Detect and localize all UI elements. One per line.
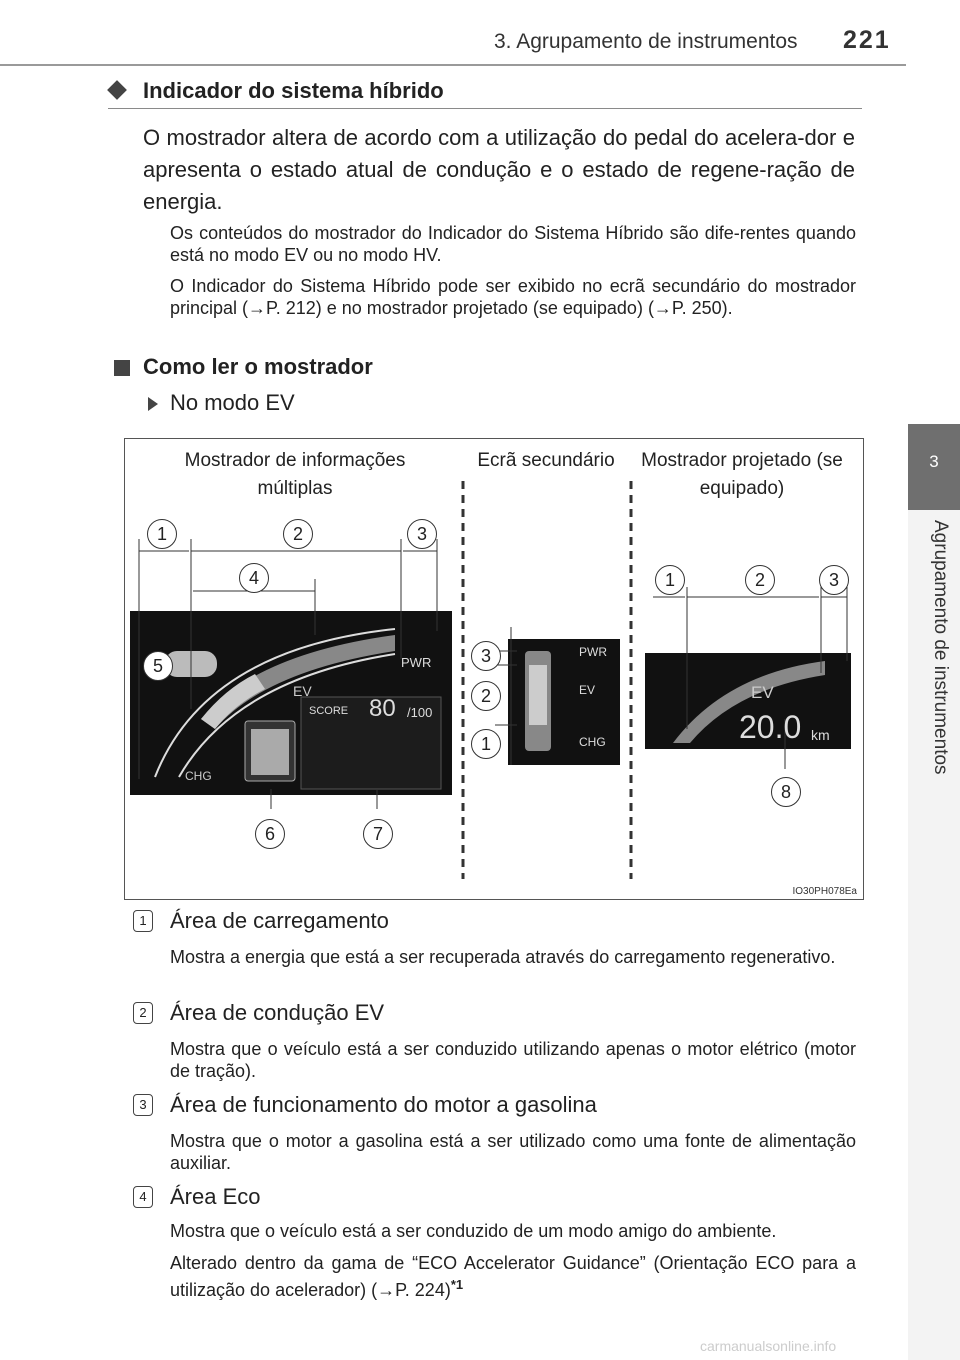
item-3-title: Área de funcionamento do motor a gasolina (170, 1092, 597, 1117)
display-score-max: /100 (407, 705, 433, 720)
chapter-title: 3. Agrupamento de instrumentos (494, 30, 798, 53)
page-number: 221 (843, 26, 891, 54)
hybrid-indicator-figure (124, 438, 864, 900)
item-1-desc: Mostra a energia que está a ser recuperada através do carregamento regenerativo. (170, 947, 836, 967)
caption-head-up-display: Mostrador projetado (se equipado) (641, 450, 843, 499)
callout-3: 3 (407, 519, 437, 549)
callout-1: 1 (147, 519, 177, 549)
display-chg-label: CHG (185, 769, 212, 783)
header-rule (0, 64, 906, 66)
sub-callout-3: 3 (471, 641, 501, 671)
item-1-number: 1 (133, 910, 153, 932)
item-3-desc: Mostra que o motor a gasolina está a ser utilizado como uma fonte de alimentação auxiliar. (170, 1131, 856, 1173)
footnote-marker: *1 (450, 1277, 464, 1292)
mode-label: No modo EV (170, 390, 295, 415)
page-header (0, 0, 960, 70)
hud-ev-label: EV (751, 683, 774, 702)
note-paragraph-2: O Indicador do Sistema Híbrido pode ser exibido no ecrã secundário do mostrador principal (→P. 212) e no mostrador projetado (se equipado) (→P. 250). (170, 276, 856, 318)
hud-distance-unit: km (811, 727, 830, 743)
triangle-bullet-icon (148, 397, 158, 411)
callout-8: 8 (771, 777, 801, 807)
figure-illustration (125, 439, 863, 899)
callout-6: 6 (255, 819, 285, 849)
chapter-tab[interactable] (908, 424, 960, 510)
item-4-number: 4 (133, 1186, 153, 1208)
chapter-tab-number: 3 (929, 452, 939, 471)
section-title: Indicador do sistema híbrido (143, 78, 444, 103)
item-2-number: 2 (133, 1002, 153, 1024)
sub-callout-1: 1 (471, 729, 501, 759)
sub-callout-2: 2 (471, 681, 501, 711)
hud-callout-3: 3 (819, 565, 849, 595)
item-3-number: 3 (133, 1094, 153, 1116)
watermark: carmanualsonline.info (700, 1338, 837, 1354)
hud-callout-1: 1 (655, 565, 685, 595)
callout-2: 2 (283, 519, 313, 549)
display-score-label: SCORE (309, 705, 349, 717)
display-pwr-label: PWR (401, 655, 432, 670)
item-4-desc-2 (170, 1252, 856, 1301)
item-4-desc-2-text: Alterado dentro da gama de “ECO Accelerator Guidance” (Orientação ECO para a utilização do acelerador) (→P. 224) (170, 1253, 856, 1300)
subsection-title: Como ler o mostrador (143, 354, 373, 379)
figure-code: IO30PH078Ea (792, 886, 857, 897)
item-2-title: Área de condução EV (170, 1000, 385, 1025)
display-ev-label: EV (293, 683, 312, 699)
display-score-value: 80 (369, 695, 396, 722)
lead-paragraph: O mostrador altera de acordo com a utilização do pedal do acelera-dor e apresenta o estado atual de condução e o estado de regene-ração de energia. (143, 125, 855, 214)
callout-5: 5 (143, 651, 173, 681)
sub-pwr-label: PWR (579, 645, 607, 659)
section-rule (108, 108, 862, 109)
callout-7: 7 (363, 819, 393, 849)
item-1-title: Área de carregamento (170, 908, 389, 933)
item-2-desc: Mostra que o veículo está a ser conduzido utilizando apenas o motor elétrico (motor de tração). (170, 1039, 856, 1081)
callout-4: 4 (239, 563, 269, 593)
note-paragraph-1: Os conteúdos do mostrador do Indicador do Sistema Híbrido são dife-rentes quando está no modo EV ou no modo HV. (170, 223, 856, 265)
caption-multi-info-display: Mostrador de informações múltiplas (184, 450, 406, 499)
square-bullet-icon (114, 360, 130, 376)
item-4-desc: Mostra que o veículo está a ser conduzido de um modo amigo do ambiente. (170, 1221, 777, 1241)
hud-distance-value: 20.0 (739, 709, 802, 745)
diamond-icon (107, 80, 127, 100)
sub-ev-label: EV (579, 683, 596, 697)
caption-sub-screen: Ecrã secundário (477, 450, 615, 471)
hud-callout-2: 2 (745, 565, 775, 595)
chapter-tab-label: Agrupamento de instrumentos (930, 520, 951, 775)
item-4-title: Área Eco (170, 1184, 261, 1209)
sub-chg-label: CHG (579, 735, 606, 749)
